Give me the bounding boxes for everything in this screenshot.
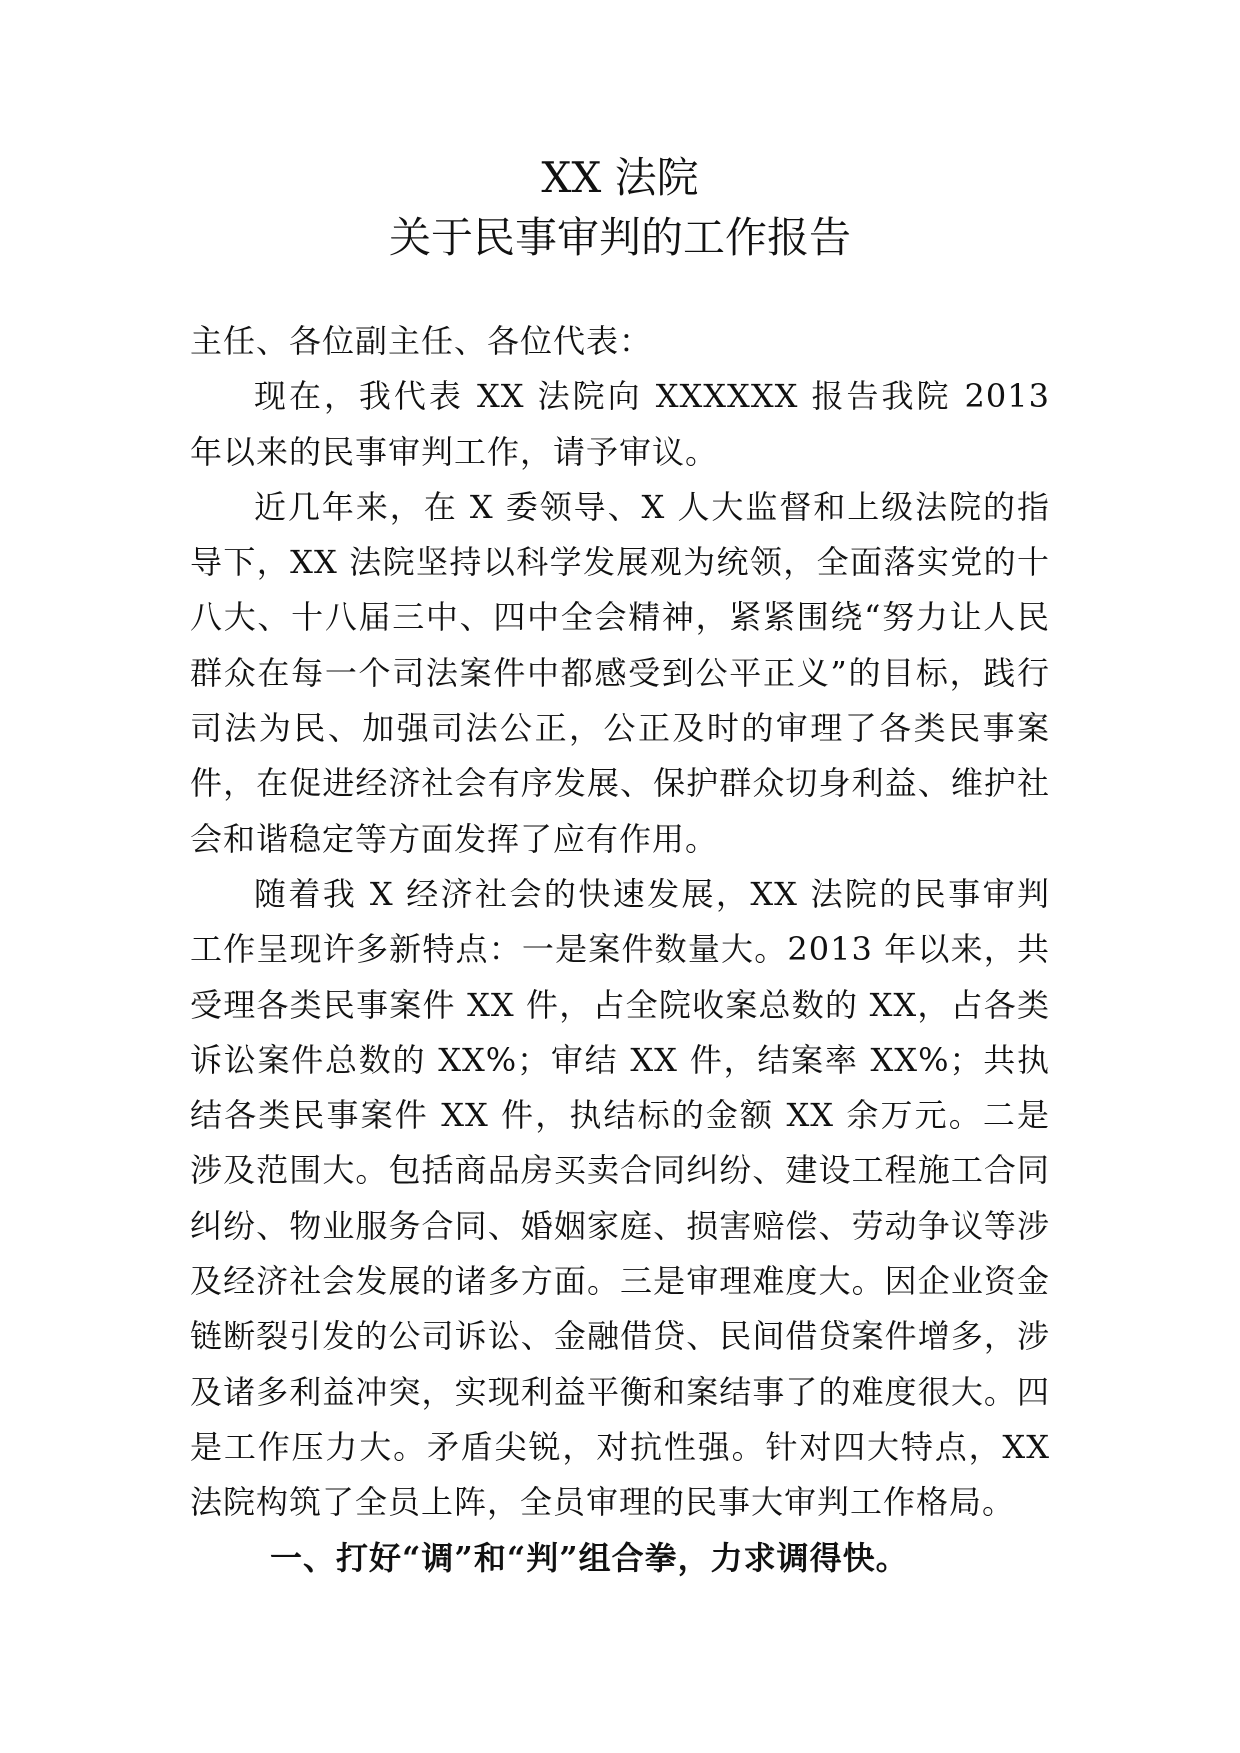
document-title-line1: XX 法院 [541, 153, 699, 202]
paragraph-overview: 近几年来，在 X 委领导、X 人大监督和上级法院的指导下，XX 法院坚持以科学发展观为统领，全面落实党的十八大、十八届三中、四中全会精神，紧紧围绕“努力让人民群众在每一个司法案件中都感受到公平正义”的目标，践行司法为民、加强司法公正，公正及时的审理了各类民事案件，在促进经济社会有序发展、保护群众切身利益、维护社会和谐稳定等方面发挥了应有作用。 [190, 487, 1050, 858]
section-heading-1: 一、打好“调”和“判”组合拳，力求调得快。 [270, 1538, 909, 1577]
paragraph-features: 随着我 X 经济社会的快速发展，XX 法院的民事审判工作呈现许多新特点：一是案件数量大。2013 年以来，共受理各类民事案件 XX 件，占全院收案总数的 XX，占各类诉讼案件总数的 XX%；审结 XX 件，结案率 XX%；共执结各类民事案件 XX 件，执结标的金额 XX 余万元。二是涉及范围大。包括商品房买卖合同纠纷、建设工程施工合同纠纷、物业服务合同、婚姻家庭、损害赔偿、劳动争议等涉及经济社会发展的诸多方面。三是审理难度大。因企业资金链断裂引发的公司诉讼、金融借贷、民间借贷案件增多，涉及诸多利益冲突，实现利益平衡和案结事了的难度很大。四是工作压力大。矛盾尖锐，对抗性强。针对四大特点，XX 法院构筑了全员上阵，全员审理的民事大审判工作格局。 [190, 874, 1050, 1522]
document-body [190, 314, 1050, 1586]
document-title-line2: 关于民事审判的工作报告 [388, 213, 851, 262]
salutation: 主任、各位副主任、各位代表： [190, 322, 653, 360]
paragraph-intro: 现在，我代表 XX 法院向 XXXXXX 报告我院 2013 年以来的民事审判工作，请予审议。 [190, 377, 1050, 471]
